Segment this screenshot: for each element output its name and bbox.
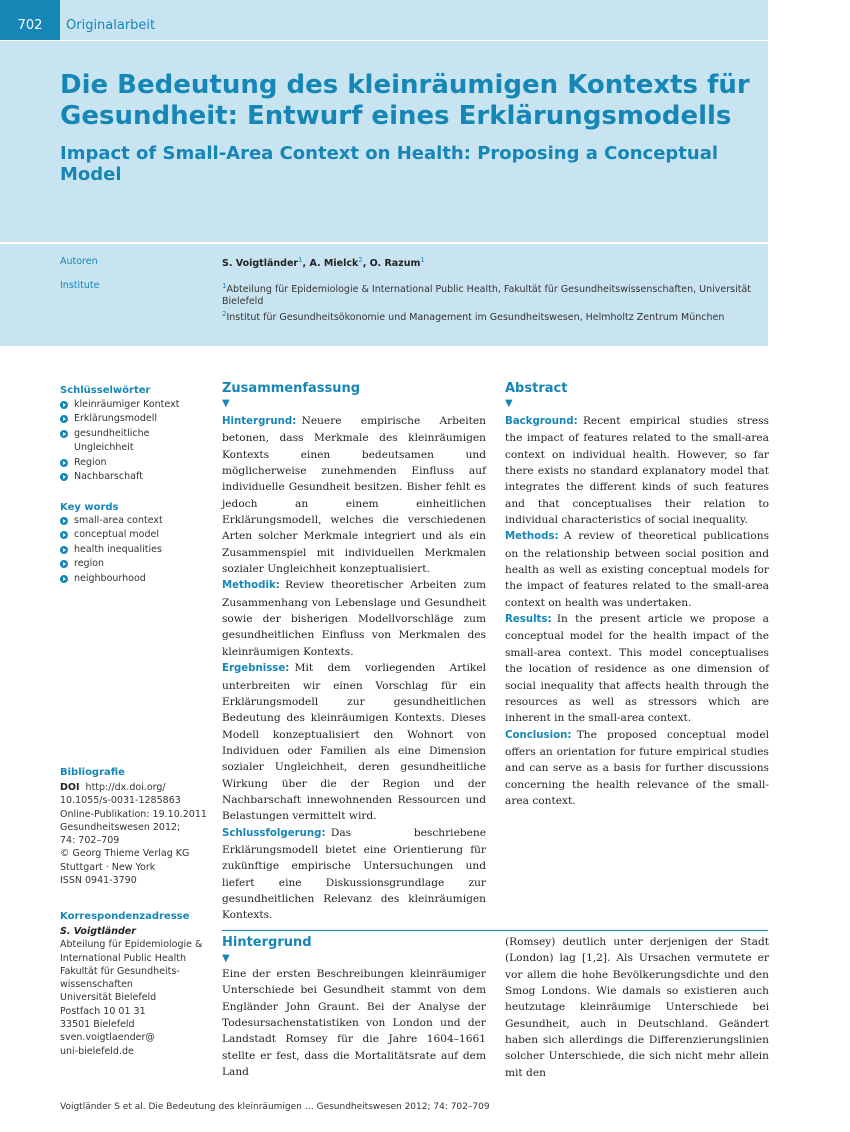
author-name: O. Razum	[369, 258, 421, 270]
bibliography-line: 10.1055/s-0031-1285863	[60, 795, 181, 807]
arrow-bullet-icon	[60, 546, 68, 554]
abstract-body	[505, 413, 769, 809]
arrow-bullet-icon	[60, 575, 68, 583]
author-name: S. Voigtländer	[222, 258, 299, 270]
arrow-bullet-icon	[60, 459, 68, 467]
institute-line	[222, 280, 767, 308]
header-divider	[0, 40, 768, 41]
address-line: International Public Health	[60, 952, 186, 964]
section-label: Conclusion:	[505, 729, 572, 741]
institute-list	[222, 280, 767, 324]
triangle-down-icon: ▼	[505, 398, 513, 409]
section-text: The proposed conceptual model offers an orientation for future empirical studies and can serve as a basis for further discussions concerning the health relevance of the small-area context.	[505, 728, 769, 807]
hintergrund-heading: Hintergrund	[222, 935, 312, 950]
keywords-de-title: Schlüsselwörter	[60, 385, 151, 396]
arrow-bullet-icon	[60, 560, 68, 568]
abstract-section	[222, 825, 486, 924]
author-affiliation-marker: 1	[420, 256, 425, 264]
correspondence-title: Korrespondenzadresse	[60, 911, 190, 922]
section-label: Methods:	[505, 531, 559, 543]
keyword-item	[60, 528, 210, 542]
hintergrund-col2	[505, 934, 769, 1081]
arrow-bullet-icon	[60, 531, 68, 539]
bibliography-title: Bibliografie	[60, 767, 125, 778]
arrow-bullet-icon	[60, 517, 68, 525]
section-text: Review theoretischer Arbeiten zum Zusammenhang von Lebenslage und Gesundheit sowie der bisherigen Modellvorschläge zum gesundheitlichen Einfluss von Merkmalen des kleinräumigen Kontexts.	[222, 579, 486, 658]
keyword-label: kleinräumiger Kontext	[74, 399, 180, 410]
arrow-bullet-icon	[60, 401, 68, 409]
body-paragraph: Eine der ersten Beschreibungen kleinräumiger Unterschiede bei Gesundheit stammt von dem Engländer John Graunt. Bei der Analyse der Todesursachenstatistiken von London und der Landstadt Romsey für die Jahre 1604–1661 stellte er fest, dass die Mortalitätsrate auf dem Land	[222, 968, 486, 1079]
section-text: Recent empirical studies stress the impact of features related to the small-area context on individual health. However, so far there exists no standard explanatory model that integrates the different kinds of such features and that conceptualises their relation to individual characteristics of social inequality.	[505, 415, 769, 527]
keyword-item	[60, 456, 210, 470]
meta-divider	[0, 242, 768, 244]
author-affiliation-marker: 1	[298, 256, 303, 264]
institute-marker: 2	[222, 310, 227, 319]
keyword-label: Erklärungsmodell	[74, 413, 158, 425]
abstract-section	[505, 413, 769, 528]
correspondence-address	[60, 925, 210, 1058]
institute-marker: 1	[222, 282, 227, 290]
section-text: Mit dem vorliegenden Artikel unterbreiten wir einen Vorschlag für ein Erklärungsmodell zur gesundheitlichen Bedeutung des kleinräumigen Kontexts. Dieses Modell konzeptualisiert den Wohnort von Individuen oder Familien als eine Dimension sozialer Ungleichheit, deren gesundheitliche Wirkung über die der Region und der Nachbarschaft innewohnenden Ressourcen und Belastungen vermittelt wird.	[222, 662, 486, 823]
section-text: A review of theoretical publications on the relationship between social position and health as well as existing conceptual models for the impact of features related to the small-area context on health was undertaken.	[505, 530, 769, 609]
keywords-en-list	[60, 514, 210, 586]
keywords-de-list	[60, 398, 210, 484]
address-line: Abteilung für Epidemiologie &	[60, 939, 203, 951]
bibliography-line: Stuttgart · New York	[60, 861, 156, 873]
keyword-label: small-area context	[74, 515, 163, 526]
author-affiliation-marker: 2	[358, 256, 363, 264]
keyword-label: Nachbarschaft	[74, 471, 143, 483]
arrow-bullet-icon	[60, 430, 68, 438]
abstract-heading: Abstract	[505, 381, 568, 396]
page-number: 702	[17, 18, 43, 33]
author-list: S. Voigtländer$^1$, A. Mielck$^2$, O. Razum$^1$	[222, 256, 425, 270]
section-label: Originalarbeit	[66, 18, 156, 33]
section-label: Hintergrund:	[222, 416, 297, 427]
bibliography	[60, 781, 210, 887]
arrow-bullet-icon	[60, 415, 68, 423]
institute-name: Abteilung für Epidemiologie & International Public Health, Fakultät für Gesundheitswissenschaften, Universität Bielefeld	[222, 284, 752, 308]
doi-link[interactable]: http://dx.doi.org/	[85, 782, 166, 793]
body-paragraph: (Romsey) deutlich unter derjenigen der Stadt (London) lag [1,2]. Als Ursachen vermutete er vor allem die hohe Bevölkerungsdichte und den Smog Londons. Wie damals so existieren auch heutzutage kleinräumige Unterschiede bei Gesundheit, auch in Deutschland. Geändert haben sich allerdings die Differenzierungslinien solcher Unterschiede, die sich nicht mehr allein mit den	[505, 936, 769, 1079]
address-line: Postfach 10 01 31	[60, 1005, 146, 1017]
title-de: Die Bedeutung des kleinräumigen Kontexts für Gesundheit: Entwurf eines Erklärungsmodells	[60, 70, 750, 131]
section-label: Ergebnisse:	[222, 663, 290, 675]
abstract-section	[505, 727, 769, 810]
address-line: wissenschaften	[60, 979, 133, 991]
abstract-section	[505, 528, 769, 611]
authors-label: Autoren	[60, 256, 98, 267]
keywords-en-title: Key words	[60, 502, 119, 513]
keyword-label: health inequalities	[74, 543, 162, 555]
bibliography-line: ISSN 0941-3790	[60, 875, 137, 887]
keyword-item	[60, 470, 210, 484]
bibliography-line: Online-Publikation: 19.10.2011	[60, 808, 207, 820]
bibliography-line: 74: 702–709	[60, 835, 120, 847]
section-text: Neuere empirische Arbeiten betonen, dass Merkmale des kleinräumigen Kontexts einen bedeutsamen und möglicherweise zunehmenden Einfluss auf individuelle Gesundheit besitzen. Bisher fehlt es jedoch an einem einheitlichen Erklärungsmodell, welches die verschiedenen Arten solcher Merkmale integriert und als ein Zusammenspiel mit individuellen Merkmalen sozialer Ungleichheit konzeptualisiert.	[222, 415, 486, 576]
address-line: Fakultät für Gesundheits-	[60, 965, 180, 977]
author-name: A. Mielck	[309, 258, 359, 270]
section-label: Methodik:	[222, 580, 280, 592]
doi-label: DOI	[60, 782, 80, 793]
abstract-section	[222, 577, 486, 660]
triangle-down-icon: ▼	[222, 398, 230, 409]
section-divider	[222, 930, 768, 931]
running-footer: Voigtländer S et al. Die Bedeutung des kleinräumigen … Gesundheitswesen 2012; 74: 702–709	[60, 1102, 490, 1112]
zusammenfassung-heading: Zusammenfassung	[222, 381, 361, 396]
section-label: Results:	[505, 614, 552, 626]
keyword-label: Region	[74, 456, 107, 468]
abstract-section	[505, 611, 769, 726]
correspondence-name: S. Voigtländer	[60, 926, 136, 937]
abstract-section	[222, 413, 486, 577]
bibliography-line: Gesundheitswesen 2012;	[60, 821, 181, 833]
abstract-section	[222, 660, 486, 824]
institute-line	[222, 308, 767, 324]
keyword-item	[60, 572, 210, 586]
keyword-label: gesundheitliche Ungleichheit	[74, 427, 150, 454]
section-label: Background:	[505, 416, 578, 427]
address-line: uni-bielefeld.de	[60, 1045, 134, 1057]
address-line: Universität Bielefeld	[60, 992, 157, 1004]
arrow-bullet-icon	[60, 473, 68, 481]
keyword-label: region	[74, 558, 105, 570]
keyword-item	[60, 557, 210, 571]
address-line: 33501 Bielefeld	[60, 1019, 135, 1031]
triangle-down-icon: ▼	[222, 953, 230, 964]
bibliography-line: © Georg Thieme Verlag KG	[60, 848, 190, 860]
keyword-label: neighbourhood	[74, 572, 146, 584]
keyword-item	[60, 427, 210, 456]
zusammenfassung-body	[222, 413, 486, 924]
keyword-item	[60, 514, 210, 528]
section-text: In the present article we propose a conceptual model for the health impact of the small-area context. This model conceptualises the location of residence as one dimension of social inequality that affects health through the resources as well as stressors which are inherent in the small-area context.	[505, 613, 769, 725]
keyword-item	[60, 398, 210, 412]
hintergrund-col1	[222, 966, 486, 1080]
institute-name: Institut für Gesundheitsökonomie und Management im Gesundheitswesen, Helmholtz Zentrum München	[226, 312, 725, 324]
institutes-label: Institute	[60, 280, 100, 291]
section-label: Schlussfolgerung:	[222, 827, 326, 839]
title-en: Impact of Small-Area Context on Health: Proposing a Conceptual Model	[60, 143, 719, 185]
keyword-item	[60, 543, 210, 557]
keyword-item	[60, 412, 210, 426]
keyword-label: conceptual model	[74, 529, 159, 541]
address-line: sven.voigtlaender@	[60, 1032, 155, 1044]
section-text: Das beschriebene Erklärungsmodell bietet eine Orientierung für zukünftige empirische Untersuchungen und liefert eine Diskussionsgrundlage zur gesundheitlichen Relevanz des kleinräumigen Kontexts.	[222, 826, 486, 922]
